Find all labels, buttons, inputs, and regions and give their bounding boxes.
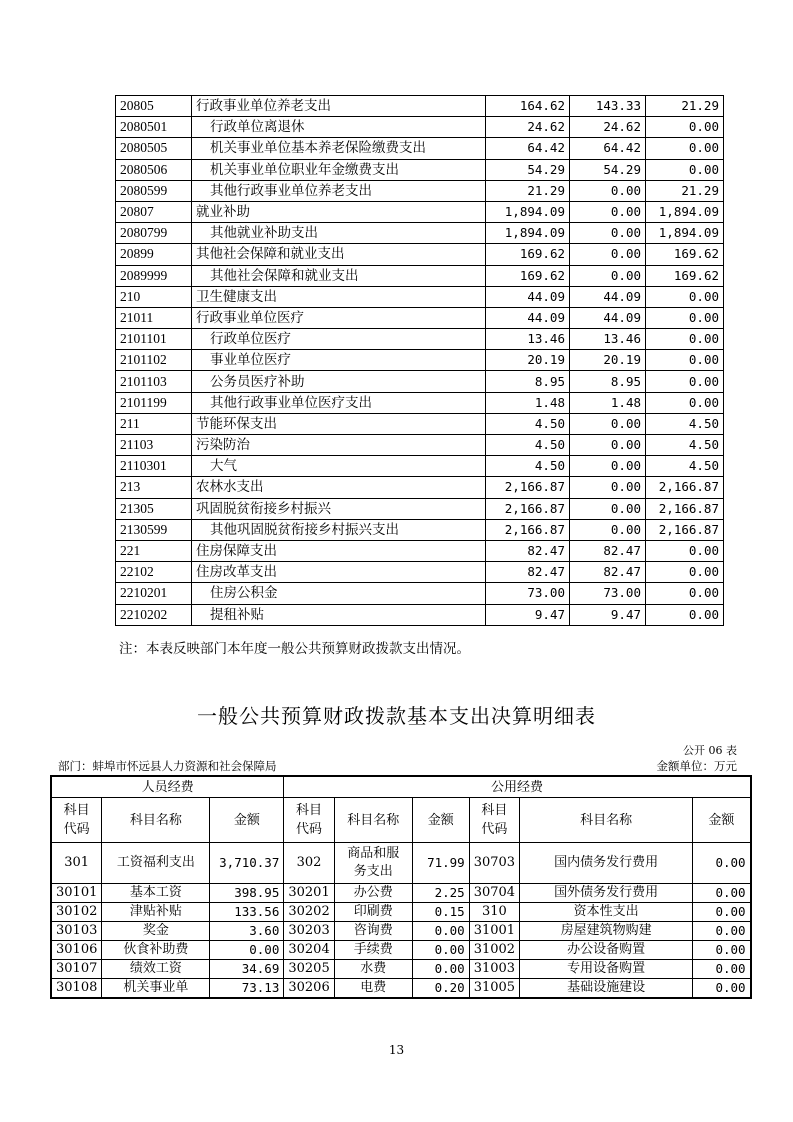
subject-code-cell: 21305 (116, 498, 192, 519)
name-cell: 基础设施建设 (520, 979, 693, 999)
table-row (116, 286, 724, 307)
table-row (51, 903, 751, 922)
table-row (51, 960, 751, 979)
basic-expenditure-cell: 82.47 (570, 540, 646, 561)
project-expenditure-cell: 2,166.87 (646, 498, 724, 519)
basic-expenditure-table-title: 一般公共预算财政拨款基本支出决算明细表 (197, 704, 596, 728)
amount-cell: 73.13 (210, 979, 284, 999)
project-expenditure-cell: 0.00 (646, 286, 724, 307)
code-cell: 31003 (469, 960, 519, 979)
total-amount-cell: 1.48 (486, 392, 570, 413)
subject-code-cell: 2080599 (116, 180, 192, 201)
total-amount-cell: 8.95 (486, 371, 570, 392)
subject-name-cell: 行政事业单位养老支出 (192, 96, 486, 117)
subject-code-cell: 2101103 (116, 371, 192, 392)
total-amount-cell: 20.19 (486, 350, 570, 371)
basic-expenditure-cell: 20.19 (570, 350, 646, 371)
subject-name-cell: 其他社会保障和就业支出 (192, 244, 486, 265)
basic-expenditure-cell: 13.46 (570, 329, 646, 350)
total-amount-cell: 1,894.09 (486, 223, 570, 244)
total-amount-cell: 4.50 (486, 413, 570, 434)
basic-expenditure-cell: 0.00 (570, 413, 646, 434)
total-amount-cell: 9.47 (486, 604, 570, 625)
name-cell: 印刷费 (334, 903, 412, 922)
code-cell: 30704 (469, 884, 519, 903)
code-cell: 30102 (51, 903, 102, 922)
table-row (116, 583, 724, 604)
project-expenditure-cell: 1,894.09 (646, 223, 724, 244)
name-cell: 电费 (334, 979, 412, 999)
name-cell: 水费 (334, 960, 412, 979)
total-amount-cell: 54.29 (486, 159, 570, 180)
amount-header: 金额 (693, 798, 751, 843)
code-cell: 31005 (469, 979, 519, 999)
name-cell: 专用设备购置 (520, 960, 693, 979)
amount-cell: 133.56 (210, 903, 284, 922)
basic-expenditure-cell: 73.00 (570, 583, 646, 604)
total-amount-cell: 169.62 (486, 244, 570, 265)
subject-code-cell: 21103 (116, 435, 192, 456)
project-expenditure-cell: 0.00 (646, 604, 724, 625)
table-row (51, 941, 751, 960)
subject-code-cell: 2080505 (116, 138, 192, 159)
amount-cell: 0.00 (693, 941, 751, 960)
total-amount-cell: 24.62 (486, 117, 570, 138)
project-expenditure-cell: 2,166.87 (646, 477, 724, 498)
subject-name-cell: 其他巩固脱贫衔接乡村振兴支出 (192, 519, 486, 540)
project-expenditure-cell: 1,894.09 (646, 201, 724, 222)
subject-name-cell: 公务员医疗补助 (192, 371, 486, 392)
table-row (116, 477, 724, 498)
name-cell: 伙食补助费 (102, 941, 210, 960)
subject-code-cell: 221 (116, 540, 192, 561)
project-expenditure-cell: 21.29 (646, 96, 724, 117)
project-expenditure-cell: 0.00 (646, 307, 724, 328)
table-row (116, 244, 724, 265)
project-expenditure-cell: 2,166.87 (646, 519, 724, 540)
name-cell: 商品和服 务支出 (334, 843, 412, 884)
name-cell: 办公费 (334, 884, 412, 903)
table-row (51, 979, 751, 999)
table-row (116, 413, 724, 434)
project-expenditure-cell: 0.00 (646, 583, 724, 604)
code-header: 科目 代码 (469, 798, 519, 843)
total-amount-cell: 44.09 (486, 286, 570, 307)
table-row (116, 498, 724, 519)
project-expenditure-cell: 0.00 (646, 540, 724, 561)
amount-cell: 34.69 (210, 960, 284, 979)
project-expenditure-cell: 0.00 (646, 329, 724, 350)
project-expenditure-cell: 0.00 (646, 371, 724, 392)
subject-name-cell: 节能环保支出 (192, 413, 486, 434)
total-amount-cell: 2,166.87 (486, 519, 570, 540)
code-cell: 30107 (51, 960, 102, 979)
amount-cell: 0.00 (693, 884, 751, 903)
name-cell: 手续费 (334, 941, 412, 960)
subject-name-cell: 巩固脱贫衔接乡村振兴 (192, 498, 486, 519)
code-cell: 302 (284, 843, 334, 884)
total-amount-cell: 13.46 (486, 329, 570, 350)
subject-code-cell: 2210201 (116, 583, 192, 604)
basic-expenditure-cell: 54.29 (570, 159, 646, 180)
subject-name-cell: 其他行政事业单位医疗支出 (192, 392, 486, 413)
code-cell: 301 (51, 843, 102, 884)
table-row (116, 350, 724, 371)
page-number: 13 (388, 1043, 405, 1057)
amount-header: 金额 (210, 798, 284, 843)
table-row (116, 201, 724, 222)
name-cell: 津贴补贴 (102, 903, 210, 922)
code-cell: 31001 (469, 922, 519, 941)
total-amount-cell: 21.29 (486, 180, 570, 201)
table-row (116, 96, 724, 117)
amount-cell: 0.00 (412, 941, 469, 960)
basic-expenditure-cell: 24.62 (570, 117, 646, 138)
column-header-row (51, 798, 751, 843)
subject-code-cell: 20807 (116, 201, 192, 222)
project-expenditure-cell: 0.00 (646, 562, 724, 583)
name-cell: 国内债务发行费用 (520, 843, 693, 884)
project-expenditure-cell: 4.50 (646, 413, 724, 434)
basic-expenditure-cell: 9.47 (570, 604, 646, 625)
amount-cell: 0.00 (693, 960, 751, 979)
basic-expenditure-cell: 0.00 (570, 201, 646, 222)
subject-code-cell: 2101199 (116, 392, 192, 413)
project-expenditure-cell: 0.00 (646, 350, 724, 371)
total-amount-cell: 1,894.09 (486, 201, 570, 222)
table-row (116, 604, 724, 625)
subject-code-cell: 22102 (116, 562, 192, 583)
project-expenditure-cell: 0.00 (646, 392, 724, 413)
subject-name-cell: 农林水支出 (192, 477, 486, 498)
basic-expenditure-cell: 0.00 (570, 498, 646, 519)
basic-expenditure-cell: 0.00 (570, 265, 646, 286)
basic-expenditure-table (50, 775, 752, 999)
total-amount-cell: 169.62 (486, 265, 570, 286)
subject-name-cell: 机关事业单位基本养老保险缴费支出 (192, 138, 486, 159)
subject-code-cell: 2101101 (116, 329, 192, 350)
code-cell: 30106 (51, 941, 102, 960)
subject-code-cell: 2080506 (116, 159, 192, 180)
table-row (51, 884, 751, 903)
name-header: 科目名称 (520, 798, 693, 843)
table-row (51, 843, 751, 884)
amount-cell: 0.00 (210, 941, 284, 960)
table-number: 公开 06 表 (683, 744, 737, 757)
amount-cell: 0.00 (693, 922, 751, 941)
project-expenditure-cell: 0.00 (646, 117, 724, 138)
subject-name-cell: 住房改革支出 (192, 562, 486, 583)
table-row (116, 456, 724, 477)
code-header: 科目 代码 (284, 798, 334, 843)
basic-expenditure-cell: 44.09 (570, 307, 646, 328)
total-amount-cell: 44.09 (486, 307, 570, 328)
name-header: 科目名称 (334, 798, 412, 843)
subject-name-cell: 卫生健康支出 (192, 286, 486, 307)
subject-name-cell: 行政事业单位医疗 (192, 307, 486, 328)
subject-code-cell: 2089999 (116, 265, 192, 286)
subject-name-cell: 其他行政事业单位养老支出 (192, 180, 486, 201)
code-cell: 30101 (51, 884, 102, 903)
total-amount-cell: 164.62 (486, 96, 570, 117)
basic-expenditure-cell: 44.09 (570, 286, 646, 307)
amount-cell: 2.25 (412, 884, 469, 903)
name-cell: 咨询费 (334, 922, 412, 941)
subject-code-cell: 2080799 (116, 223, 192, 244)
subject-name-cell: 行政单位离退休 (192, 117, 486, 138)
project-expenditure-cell: 4.50 (646, 456, 724, 477)
amount-cell: 0.00 (693, 903, 751, 922)
code-header: 科目 代码 (51, 798, 102, 843)
subject-name-cell: 住房保障支出 (192, 540, 486, 561)
total-amount-cell: 82.47 (486, 540, 570, 561)
basic-expenditure-cell: 0.00 (570, 477, 646, 498)
total-amount-cell: 4.50 (486, 456, 570, 477)
table-row (116, 371, 724, 392)
code-cell: 30202 (284, 903, 334, 922)
name-cell: 国外债务发行费用 (520, 884, 693, 903)
project-expenditure-cell: 0.00 (646, 138, 724, 159)
department-label: 部门：蚌埠市怀远县人力资源和社会保障局 (58, 759, 277, 773)
code-cell: 30204 (284, 941, 334, 960)
name-cell: 绩效工资 (102, 960, 210, 979)
table-row (116, 265, 724, 286)
total-amount-cell: 4.50 (486, 435, 570, 456)
table-row (116, 392, 724, 413)
table-row (116, 159, 724, 180)
code-cell: 30205 (284, 960, 334, 979)
subject-name-cell: 机关事业单位职业年金缴费支出 (192, 159, 486, 180)
project-expenditure-cell: 0.00 (646, 159, 724, 180)
subject-code-cell: 210 (116, 286, 192, 307)
total-amount-cell: 73.00 (486, 583, 570, 604)
project-expenditure-cell: 4.50 (646, 435, 724, 456)
project-expenditure-cell: 169.62 (646, 244, 724, 265)
subject-name-cell: 行政单位医疗 (192, 329, 486, 350)
total-amount-cell: 64.42 (486, 138, 570, 159)
public-expense-header: 公用经费 (284, 776, 751, 798)
basic-expenditure-cell: 0.00 (570, 456, 646, 477)
subject-code-cell: 2101102 (116, 350, 192, 371)
table-row (116, 223, 724, 244)
table-row (51, 922, 751, 941)
amount-cell: 0.15 (412, 903, 469, 922)
name-cell: 基本工资 (102, 884, 210, 903)
name-cell: 资本性支出 (520, 903, 693, 922)
table-row (116, 562, 724, 583)
table-row (116, 117, 724, 138)
basic-expenditure-cell: 0.00 (570, 435, 646, 456)
code-cell: 30203 (284, 922, 334, 941)
subject-code-cell: 211 (116, 413, 192, 434)
name-cell: 工资福利支出 (102, 843, 210, 884)
amount-cell: 0.20 (412, 979, 469, 999)
name-cell: 办公设备购置 (520, 941, 693, 960)
basic-expenditure-cell: 64.42 (570, 138, 646, 159)
total-amount-cell: 2,166.87 (486, 498, 570, 519)
amount-cell: 3.60 (210, 922, 284, 941)
amount-header: 金额 (412, 798, 469, 843)
subject-name-cell: 就业补助 (192, 201, 486, 222)
table-note: 注：本表反映部门本年度一般公共预算财政拨款支出情况。 (119, 641, 470, 657)
table-row (116, 307, 724, 328)
code-cell: 30108 (51, 979, 102, 999)
basic-expenditure-table-body (51, 776, 751, 998)
code-cell: 30201 (284, 884, 334, 903)
table-row (116, 138, 724, 159)
amount-cell: 398.95 (210, 884, 284, 903)
table-row (116, 435, 724, 456)
subject-code-cell: 2080501 (116, 117, 192, 138)
basic-expenditure-cell: 0.00 (570, 244, 646, 265)
table-row (116, 329, 724, 350)
subject-code-cell: 2130599 (116, 519, 192, 540)
basic-expenditure-cell: 1.48 (570, 392, 646, 413)
amount-cell: 0.00 (693, 843, 751, 884)
subject-name-cell: 事业单位医疗 (192, 350, 486, 371)
name-cell: 机关事业单 (102, 979, 210, 999)
code-cell: 310 (469, 903, 519, 922)
amount-cell: 3,710.37 (210, 843, 284, 884)
code-cell: 30103 (51, 922, 102, 941)
basic-expenditure-cell: 0.00 (570, 519, 646, 540)
personnel-expense-header: 人员经费 (51, 776, 284, 798)
table-row (116, 519, 724, 540)
amount-unit-label: 金额单位：万元 (656, 759, 737, 773)
group-header-row (51, 776, 751, 798)
total-amount-cell: 82.47 (486, 562, 570, 583)
subject-name-cell: 住房公积金 (192, 583, 486, 604)
name-cell: 房屋建筑物购建 (520, 922, 693, 941)
code-cell: 30206 (284, 979, 334, 999)
subject-name-cell: 污染防治 (192, 435, 486, 456)
code-cell: 30703 (469, 843, 519, 884)
expenditure-detail-table (115, 95, 724, 626)
basic-expenditure-cell: 143.33 (570, 96, 646, 117)
amount-cell: 0.00 (412, 922, 469, 941)
subject-code-cell: 2210202 (116, 604, 192, 625)
table-row (116, 540, 724, 561)
amount-cell: 0.00 (412, 960, 469, 979)
project-expenditure-cell: 169.62 (646, 265, 724, 286)
subject-name-cell: 大气 (192, 456, 486, 477)
subject-code-cell: 2110301 (116, 456, 192, 477)
subject-name-cell: 其他就业补助支出 (192, 223, 486, 244)
expenditure-detail-table-body (116, 96, 724, 626)
name-cell: 奖金 (102, 922, 210, 941)
subject-name-cell: 提租补贴 (192, 604, 486, 625)
table-row (116, 180, 724, 201)
subject-code-cell: 213 (116, 477, 192, 498)
subject-code-cell: 20899 (116, 244, 192, 265)
basic-expenditure-cell: 0.00 (570, 180, 646, 201)
total-amount-cell: 2,166.87 (486, 477, 570, 498)
subject-code-cell: 21011 (116, 307, 192, 328)
basic-expenditure-cell: 82.47 (570, 562, 646, 583)
amount-cell: 71.99 (412, 843, 469, 884)
basic-expenditure-cell: 8.95 (570, 371, 646, 392)
code-cell: 31002 (469, 941, 519, 960)
name-header: 科目名称 (102, 798, 210, 843)
subject-code-cell: 20805 (116, 96, 192, 117)
amount-cell: 0.00 (693, 979, 751, 999)
subject-name-cell: 其他社会保障和就业支出 (192, 265, 486, 286)
basic-expenditure-cell: 0.00 (570, 223, 646, 244)
project-expenditure-cell: 21.29 (646, 180, 724, 201)
